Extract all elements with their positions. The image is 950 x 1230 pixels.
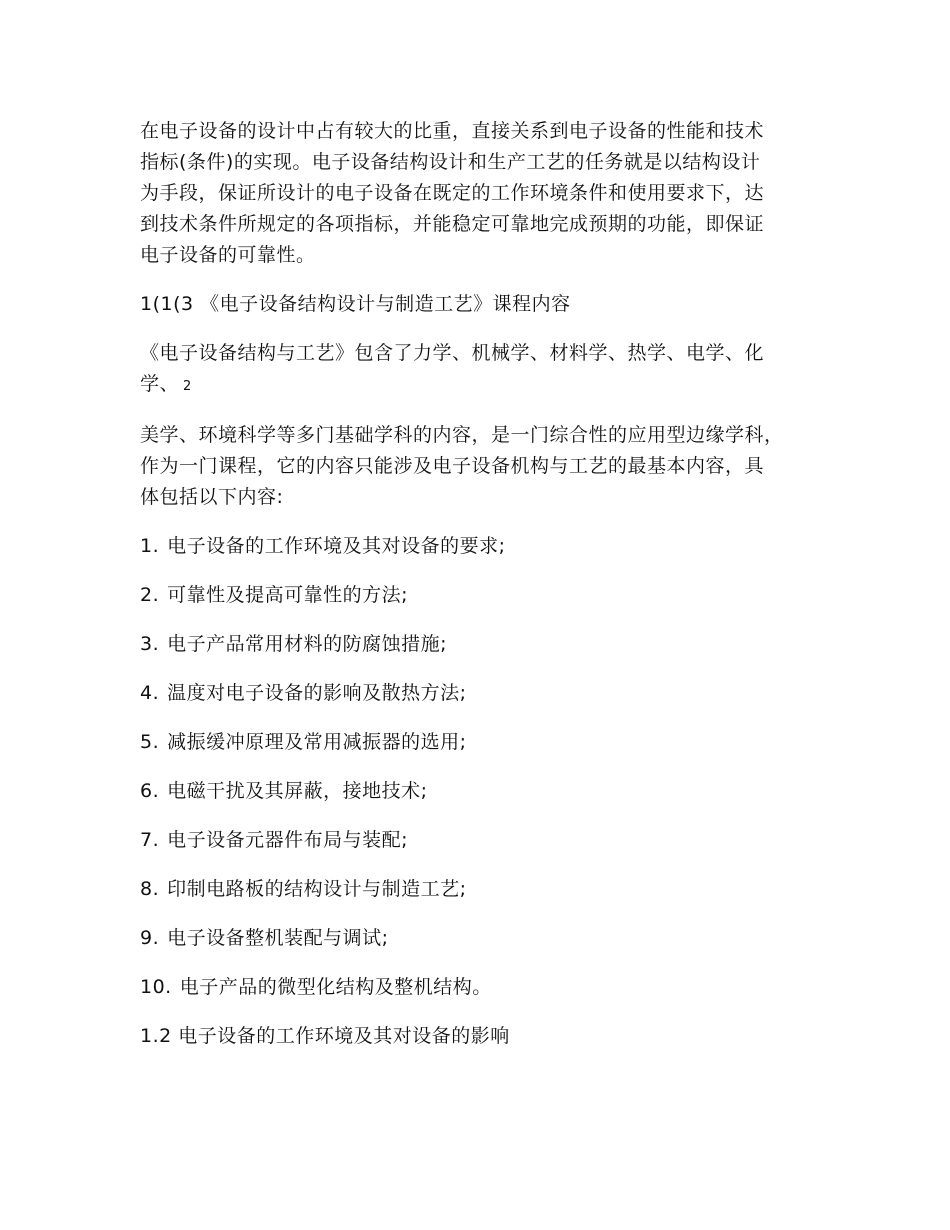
list-item <box>140 678 830 709</box>
heading-text: 1(1(3 《电子设备结构设计与制造工艺》课程内容 <box>140 293 571 315</box>
list-number: 6. <box>140 780 160 802</box>
list-number: 8. <box>140 878 160 900</box>
list-text: 印制电路板的结构设计与制造工艺; <box>167 878 467 900</box>
list-item <box>140 580 830 611</box>
text-line: 美学、环境科学等多门基础学科的内容，是一门综合性的应用型边缘学科， <box>140 424 784 446</box>
list-number: 5. <box>140 731 160 753</box>
list-item <box>140 776 830 807</box>
list-item <box>140 923 830 954</box>
list-number: 7. <box>140 829 160 851</box>
text-line: 《电子设备结构与工艺》包含了力学、机械学、材料学、热学、电学、化 <box>140 342 765 364</box>
intro-paragraph <box>140 116 830 271</box>
text-line: 在电子设备的设计中占有较大的比重，直接关系到电子设备的性能和技术 <box>140 120 765 142</box>
list-item <box>140 874 830 905</box>
text-line: 作为一门课程，它的内容只能涉及电子设备机构与工艺的最基本内容，具 <box>140 455 765 477</box>
text-line: 为手段，保证所设计的电子设备在既定的工作环境条件和使用要求下，达 <box>140 182 765 204</box>
content-list <box>140 531 830 1003</box>
list-text: 减振缓冲原理及常用减振器的选用; <box>167 731 467 753</box>
list-item <box>140 531 830 562</box>
list-number: 1. <box>140 535 160 557</box>
list-number: 9. <box>140 927 160 949</box>
scope-paragraph <box>140 338 830 402</box>
text-line: 指标(条件)的实现。电子设备结构设计和生产工艺的任务就是以结构设计 <box>140 151 761 173</box>
list-text: 电子产品常用材料的防腐蚀措施; <box>167 633 448 655</box>
list-number: 3. <box>140 633 160 655</box>
list-number: 4. <box>140 682 160 704</box>
text-fragment: 学、 <box>140 373 180 395</box>
document-body <box>140 116 830 1070</box>
next-section-heading <box>140 1021 830 1052</box>
text-line <box>140 369 830 402</box>
scope-continuation-paragraph <box>140 420 830 513</box>
list-text: 电子设备元器件布局与装配; <box>167 829 409 851</box>
text-line: 电子设备的可靠性。 <box>140 244 316 266</box>
list-text: 电子设备的工作环境及其对设备的要求; <box>167 535 506 557</box>
list-number: 2. <box>140 584 160 606</box>
list-text: 电磁干扰及其屏蔽，接地技术; <box>167 780 428 802</box>
list-item <box>140 972 830 1003</box>
heading-text: 1.2 电子设备的工作环境及其对设备的影响 <box>140 1025 510 1047</box>
text-line: 到技术条件所规定的各项指标，并能稳定可靠地完成预期的功能，即保证 <box>140 213 765 235</box>
list-item <box>140 727 830 758</box>
list-item <box>140 629 830 660</box>
list-text: 温度对电子设备的影响及散热方法; <box>167 682 467 704</box>
list-text: 电子设备整机装配与调试; <box>167 927 389 949</box>
list-item <box>140 825 830 856</box>
list-number: 10. <box>140 976 172 998</box>
list-text: 可靠性及提高可靠性的方法; <box>167 584 409 606</box>
page-mark: 2 <box>183 379 192 394</box>
text-line: 体包括以下内容: <box>140 486 284 508</box>
section-heading <box>140 289 830 320</box>
list-text: 电子产品的微型化结构及整机结构。 <box>179 976 492 998</box>
